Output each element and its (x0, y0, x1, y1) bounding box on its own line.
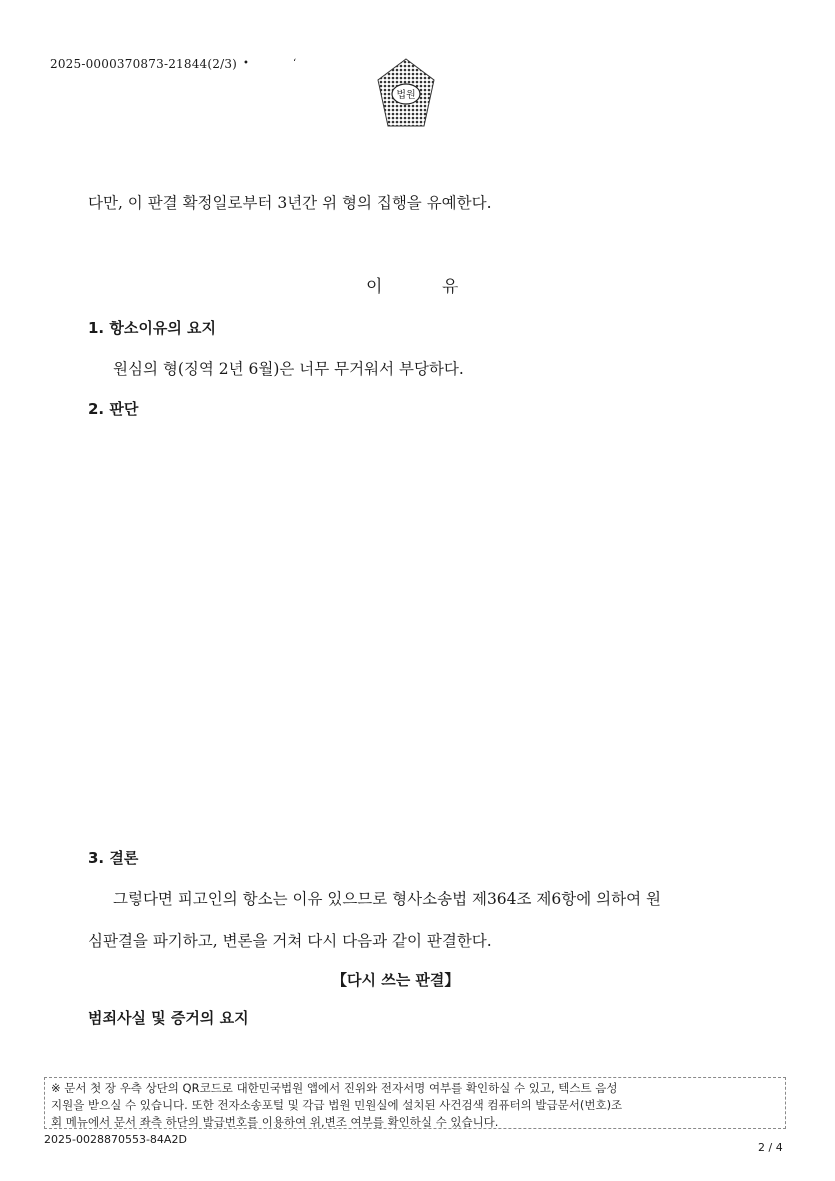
section-1-text: 원심의 형(징역 2년 6월)은 너무 무거워서 부당하다. (113, 360, 464, 378)
verification-notice (44, 1077, 786, 1129)
reasons-heading-char-1: 이 (366, 277, 383, 297)
section-3-text-line-1: 그렇다면 피고인의 항소는 이유 있으므로 형사소송법 제364조 제6항에 의하여 원 (113, 890, 661, 908)
scan-mark: • (243, 58, 249, 69)
section-1-title: 1. 항소이유의 요지 (88, 319, 217, 337)
document-id: 2025-0000370873-21844(2/3) (50, 57, 238, 71)
court-seal-icon (375, 56, 437, 132)
suspension-sentence: 다만, 이 판결 확정일로부터 3년간 위 형의 집행을 유예한다. (88, 194, 492, 212)
section-3-title: 3. 결론 (88, 849, 139, 867)
reasons-heading-char-2: 유 (442, 277, 459, 297)
section-3-text-line-2: 심판결을 파기하고, 변론을 거쳐 다시 다음과 같이 판결한다. (88, 932, 492, 950)
crime-facts-title: 범죄사실 및 증거의 요지 (88, 1009, 249, 1027)
notice-line: 지원을 받으실 수 있습니다. 또한 전자소송포털 및 각급 법원 민원실에 설치된 사건검색 컴퓨터의 발급문서(번호)조 (51, 1098, 623, 1112)
notice-line: 회 메뉴에서 문서 좌측 하단의 발급번호를 이용하여 위,변조 여부를 확인하실 수 있습니다. (51, 1115, 499, 1129)
section-2-title: 2. 판단 (88, 400, 139, 418)
scan-mark: ‘ (293, 58, 297, 69)
notice-line: ※ 문서 첫 장 우측 상단의 QR코드로 대한민국법원 앱에서 진위와 전자서명 여부를 확인하실 수 있고, 텍스트 음성 (51, 1081, 618, 1095)
rejudgment-title: 【다시 쓰는 판결】 (332, 971, 460, 989)
issue-number: 2025-0028870553-84A2D (44, 1133, 187, 1146)
page-number: 2 / 4 (758, 1141, 783, 1154)
seal-text: 법원 (396, 90, 416, 101)
